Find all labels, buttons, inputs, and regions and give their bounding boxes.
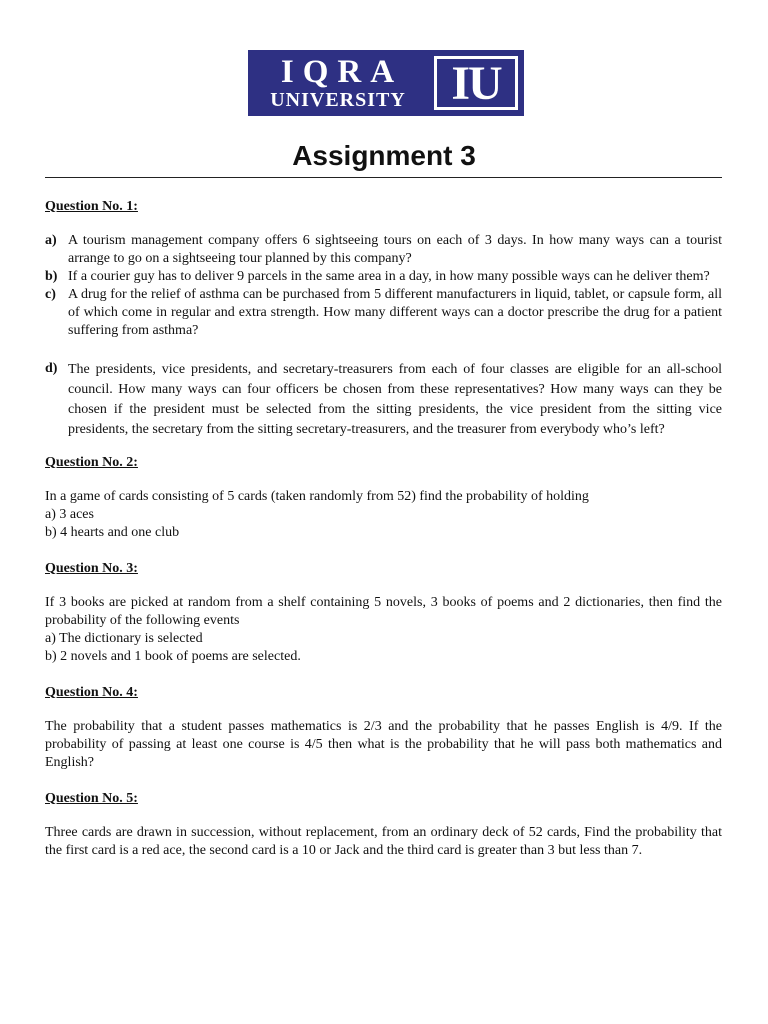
part-text: A tourism management company offers 6 sightseeing tours on each of 3 days. In how many ways can a tourist arrange to go on a sightseeing tour planned by this company?	[68, 233, 722, 266]
logo-top-text: IQRA	[280, 54, 404, 90]
title-divider	[45, 177, 722, 178]
logo-bottom-text: UNIVERSITY	[270, 89, 406, 111]
question-1-part-c	[45, 286, 722, 340]
question-1-heading: Question No. 1:	[45, 199, 138, 214]
part-label: a)	[45, 233, 57, 248]
logo-mark: IU	[434, 56, 518, 110]
question-5-text: Three cards are drawn in succession, without replacement, from an ordinary deck of 52 cards, Find the probability that the first card is a red ace, the second card is a 10 or Jack and the third card is greater than 3 but less than 7.	[45, 825, 722, 858]
question-3-part-b: b) 2 novels and 1 book of poems are selected.	[45, 649, 301, 664]
page-title: Assignment 3	[292, 140, 476, 171]
question-4-heading: Question No. 4:	[45, 685, 138, 700]
question-3-part-a: a) The dictionary is selected	[45, 631, 203, 646]
question-2-intro: In a game of cards consisting of 5 cards (taken randomly from 52) find the probability of holding	[45, 489, 589, 504]
part-label: c)	[45, 287, 56, 302]
iqra-university-logo	[248, 50, 524, 116]
logo-wordmark	[248, 50, 428, 116]
question-5-heading: Question No. 5:	[45, 791, 138, 806]
question-1-part-b	[45, 268, 722, 286]
question-3-intro: If 3 books are picked at random from a shelf containing 5 novels, 3 books of poems and 2 dictionaries, then find the probability of the following events	[45, 595, 722, 628]
part-label: b)	[45, 269, 58, 284]
part-text: The presidents, vice presidents, and secretary-treasurers from each of four classes are eligible for an all-school council. How many ways can four officers be chosen from these representatives? How many ways can they be chosen if the president must be selected from the sitting presidents, the vice president from the sitting vice presidents, the secretary from the sitting secretary-treasurers, and the treasurer from everybody who’s left?	[68, 362, 722, 437]
question-3-heading: Question No. 3:	[45, 561, 138, 576]
question-2-part-a: a) 3 aces	[45, 507, 94, 522]
part-text: If a courier guy has to deliver 9 parcels in the same area in a day, in how many possible ways can he deliver them?	[68, 269, 710, 284]
question-1-part-d	[45, 360, 722, 440]
assignment-body	[45, 198, 722, 860]
question-1-part-a	[45, 232, 722, 268]
question-2-heading: Question No. 2:	[45, 455, 138, 470]
part-label: d)	[45, 361, 58, 376]
question-4-text: The probability that a student passes mathematics is 2/3 and the probability that he passes English is 4/9. If the probability of passing at least one course is 4/5 then what is the probability that he will pass both mathematics and English?	[45, 719, 722, 770]
question-2-part-b: b) 4 hearts and one club	[45, 525, 180, 540]
part-text: A drug for the relief of asthma can be purchased from 5 different manufacturers in liquid, tablet, or capsule form, all of which come in regular and extra strength. How many different ways can a doctor prescribe the drug for a patient suffering from asthma?	[68, 287, 722, 338]
